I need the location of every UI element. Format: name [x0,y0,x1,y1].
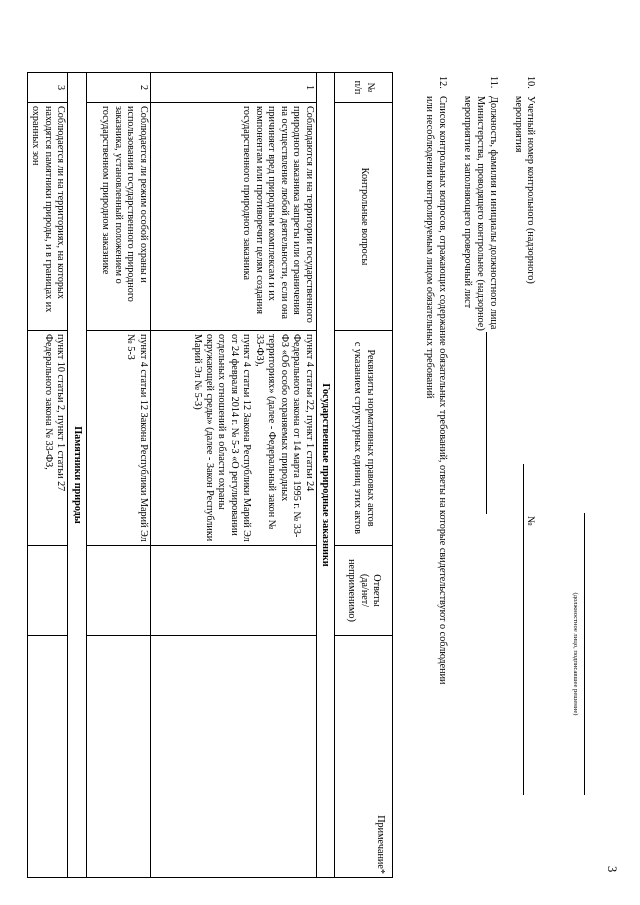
requisites-cell: пункт 4 статьи 22, пункт 1 статьи 24 Федерального закона от 14 марта 1995 г. № 33-ФЗ «Об особо охраняемых природных территориях» (далее - Федеральный закон № 33-ФЗ), пункт 4 статьи 12 Закона Республики Марий Эл от 24 февраля 2014 г. № 5-З «О регулировании отдельных отношений в области охраны окружающей среды» (далее - Закон Республики Марий Эл № 5-З) [150,331,316,546]
question-cell: Соблюдается ли режим особой охраны и использования государственного природного заказника, установленный положением о государственном природном заказнике [86,103,150,331]
header-questions: Контрольные вопросы [335,103,393,331]
answer-cell[interactable] [86,546,150,636]
row-number: 2 [86,73,150,103]
item-text-line: мероприятие и заполняющего проверочный лист [462,96,473,309]
item-number: 10. [525,76,536,89]
answer-cell[interactable] [27,546,67,636]
checklist-table [27,72,393,878]
signature-caption: (должностное лицо, подписавшее решение) [572,592,579,716]
item-text-line: Учетный номер контрольного (надзорного) [525,96,536,284]
item-text-line: Министерства, проводящего контрольное (надзорное) [475,96,486,331]
question-cell: Соблюдаются ли на территории государственного природного заказника запреты или ограничения на осуществление любой деятельности, если она причиняет вред природным комплексам и их компонентам или противоречит целям создания государственного природного заказника [150,103,316,331]
row-number: 1 [150,73,316,103]
section-row [316,73,334,878]
section-title: Памятники природы [68,73,86,878]
header-requisites: Реквизиты нормативных правовых актов с указанием структурных единиц этих актов [335,331,393,546]
header-note: Примечание* [335,636,393,878]
item-number: 12. [437,76,448,89]
page-number: 3 [605,866,619,873]
item-number: 11. [488,76,499,89]
item-text-line: мероприятия [513,96,524,153]
note-cell[interactable] [86,636,150,878]
row-number: 3 [27,73,67,103]
section-row [68,73,86,878]
note-cell[interactable] [150,636,316,878]
table-row [150,73,316,878]
requisites-cell: пункт 10 статьи 2, пункт 1 статьи 27 Федерального закона № 33-ФЗ, [27,331,67,546]
table-row [86,73,150,878]
header-number: № п/п [335,73,393,103]
item-12 [418,76,448,896]
question-cell: Соблюдается ли на территориях, на которых находятся памятники природы, и в границах их охранных зон [27,103,67,331]
answer-cell[interactable] [150,546,316,636]
record-number-sign: № [525,516,536,526]
table-header-row [335,73,393,878]
item-10 [506,76,536,616]
table-row [27,73,67,878]
requisites-cell: пункт 4 статьи 12 Закона Республики Марий Эл № 5-З [86,331,150,546]
inspector-line [486,332,487,514]
note-cell[interactable] [27,636,67,878]
section-title: Государственные природные заказники [316,73,334,878]
signature-line [584,513,585,795]
item-text-line: или несоблюдении контролируемым лицом обязательных требований [424,96,435,399]
item-11 [457,76,499,376]
item-text-line: Должность, фамилия и инициалы должностного лица [488,96,499,330]
item-text-line: Список контрольных вопросов, отражающих содержание обязательных требований, ответы на которые свидетельствуют о соблюдении [437,96,448,685]
header-answers: Ответы (да/нет/ неприменимо) [335,546,393,636]
record-number-line [523,464,524,795]
